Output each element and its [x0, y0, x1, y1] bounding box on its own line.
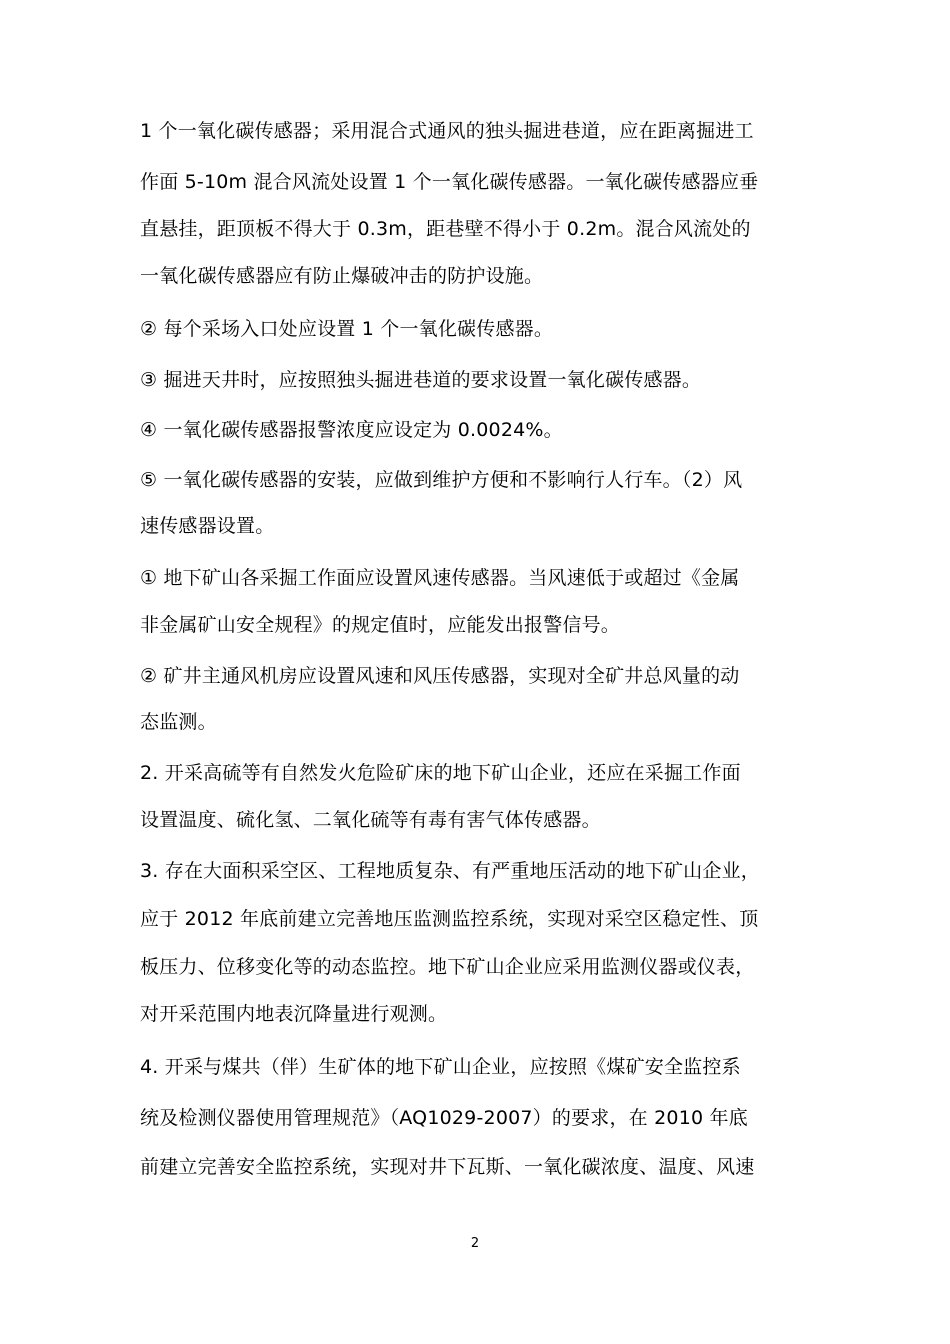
list-item: 3. 存在大面积采空区、工程地质复杂、有严重地压活动的地下矿山企业， — [140, 860, 760, 882]
text-line: 设置温度、硫化氢、二氧化硫等有毒有害气体传感器。 — [140, 809, 601, 831]
list-item: 2. 开采高硫等有自然发火危险矿床的地下矿山企业，还应在采掘工作面 — [140, 762, 741, 784]
text-line: 作面 5-10m 混合风流处设置 1 个一氧化碳传感器。一氧化碳传感器应垂 — [140, 171, 759, 193]
text-line: 应于 2012 年底前建立完善地压监测监控系统，实现对采空区稳定性、顶 — [140, 908, 759, 930]
list-item: ① 地下矿山各采掘工作面应设置风速传感器。当风速低于或超过《金属 — [140, 567, 740, 589]
list-item: 4. 开采与煤共（伴）生矿体的地下矿山企业，应按照《煤矿安全监控系 — [140, 1056, 741, 1078]
page-number: 2 — [470, 1236, 480, 1251]
list-item: ② 矿井主通风机房应设置风速和风压传感器，实现对全矿井总风量的动 — [140, 665, 740, 687]
text-line: 1 个一氧化碳传感器；采用混合式通风的独头掘进巷道，应在距离掘进工 — [140, 120, 754, 142]
text-line: 态监测。 — [140, 711, 217, 733]
text-line: 一氧化碳传感器应有防止爆破冲击的防护设施。 — [140, 265, 544, 287]
text-line: 板压力、位移变化等的动态监控。地下矿山企业应采用监测仪器或仪表， — [140, 956, 755, 978]
list-item: ⑤ 一氧化碳传感器的安装，应做到维护方便和不影响行人行车。（2）风 — [140, 469, 743, 491]
text-line: 统及检测仪器使用管理规范》（AQ1029-2007）的要求，在 2010 年底 — [140, 1107, 748, 1129]
text-line: 直悬挂，距顶板不得大于 0.3m，距巷壁不得小于 0.2m。混合风流处的 — [140, 218, 751, 240]
list-item: ③ 掘进天井时，应按照独头掘进巷道的要求设置一氧化碳传感器。 — [140, 369, 702, 391]
text-line: 速传感器设置。 — [140, 515, 275, 537]
list-item: ② 每个采场入口处应设置 1 个一氧化碳传感器。 — [140, 318, 554, 340]
list-item: ④ 一氧化碳传感器报警浓度应设定为 0.0024%。 — [140, 419, 563, 441]
text-line: 对开采范围内地表沉降量进行观测。 — [140, 1003, 448, 1025]
text-line: 前建立完善安全监控系统，实现对井下瓦斯、一氧化碳浓度、温度、风速 — [140, 1156, 755, 1178]
text-line: 非金属矿山安全规程》的规定值时，应能发出报警信号。 — [140, 614, 621, 636]
